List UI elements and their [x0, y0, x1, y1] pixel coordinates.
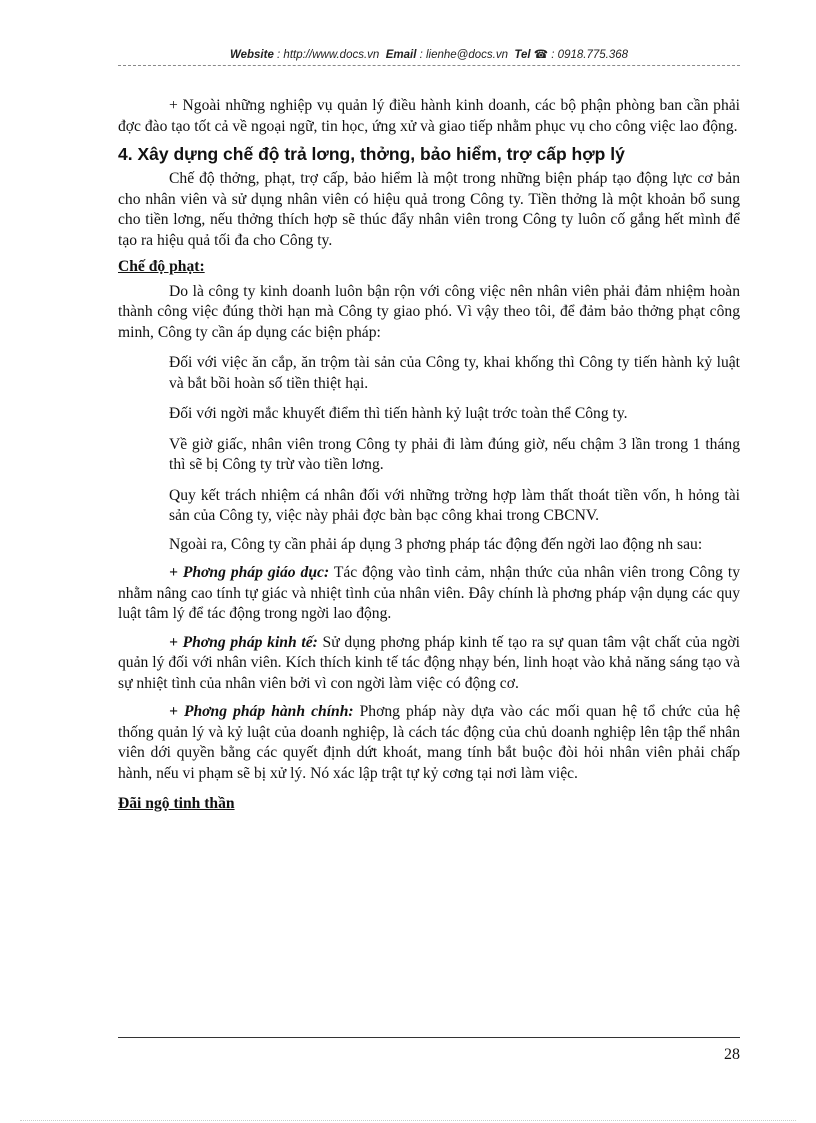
email-label: Email — [385, 49, 417, 61]
paragraph-training: + Ngoài những nghiệp vụ quản lý điều hành kinh doanh, các bộ phận phòng ban cần phải đợc đào tạo tốt cả về ngoại ngữ, tin học, ứng xử và giao tiếp nhằm phục vụ cho công việc lao động. — [118, 97, 740, 135]
website-value: : http://www.docs.vn — [277, 49, 380, 61]
page-bottom-border — [20, 1120, 796, 1121]
tel-value: : 0918.775.368 — [551, 49, 629, 61]
tel-label: Tel ☎ — [514, 49, 549, 61]
website-label: Website — [229, 49, 274, 61]
paragraph-penalty-intro: Do là công ty kinh doanh luôn bận rộn với công việc nên nhân viên phải đảm nhiệm hoàn thành công việc đúng thời hạn mà Công ty giao phó. Vì vậy theo tôi, để đảm bảo thởng phạt công minh, Công ty cần áp dụng các biện pháp: — [118, 282, 740, 341]
method-administrative-label: + Phơng pháp hành chính: — [169, 703, 354, 720]
method-education-label: + Phơng pháp giáo dục: — [169, 564, 330, 581]
measure-item: Quy kết trách nhiệm cá nhân đối với những trờng hợp làm thất thoát tiền vốn, h hỏng tài sản của Công ty, việc này phải đợc bàn bạc công khai trong CBCNV. — [169, 486, 740, 524]
method-administrative-text: Phơng pháp này dựa vào các mối quan hệ tổ chức của hệ thống quản lý và kỷ luật của doanh nghiệp, là cách tác động của chủ doanh nghiệp lên tập thể nhân viên dới quyền bằng các quyết định dứt khoát, mang tính bắt buộc đòi hỏi nhân viên phải chấp hành, nếu vi phạm sẽ bị xử lý. Nó xác lập trật tự kỷ cơng tại nơi làm việc. — [118, 703, 740, 782]
document-body — [118, 96, 740, 819]
method-education — [118, 563, 740, 625]
paragraph-methods-intro: Ngoài ra, Công ty cần phải áp dụng 3 phơng pháp tác động đến ngời lao động nh sau: — [169, 535, 703, 553]
method-economic — [118, 633, 740, 695]
subtitle-penalty: Chế độ phạt: — [118, 258, 205, 275]
method-education-text: Tác động vào tình cảm, nhận thức của nhân viên trong Công ty nhằm nâng cao tính tự giác và nhiệt tình của nhân viên. Đây chính là phơng pháp vận dụng các quy luật tâm lý để tác động trong ngời lao động. — [118, 564, 740, 622]
page-number: 28 — [724, 1046, 740, 1063]
method-economic-label: + Phơng pháp kinh tế: — [169, 633, 318, 651]
header-divider — [118, 65, 740, 66]
measure-item: Về giờ giấc, nhân viên trong Công ty phải đi làm đúng giờ, nếu chậm 3 lần trong 1 tháng thì sẽ bị Công ty trừ vào tiền lơng. — [169, 435, 740, 473]
email-value: : lienhe@docs.vn — [419, 49, 508, 61]
section-title: 4. Xây dựng chế độ trả lơng, thởng, bảo hiểm, trợ cấp hợp lý — [118, 144, 625, 164]
method-administrative — [118, 702, 740, 784]
subtitle-spiritual: Đãi ngộ tinh thần — [118, 795, 235, 812]
page-header — [118, 47, 740, 61]
footer-divider — [118, 1037, 740, 1038]
measure-item: Đối với ngời mắc khuyết điểm thì tiến hành kỷ luật trớc toàn thể Công ty. — [169, 405, 628, 422]
paragraph-reward-policy: Chế độ thởng, phạt, trợ cấp, bảo hiểm là một trong những biện pháp tạo động lực cơ bản cho nhân viên và sử dụng nhân viên có hiệu quả trong Công ty. Tiền thởng là một khoản bổ sung cho tiền lơng, nếu thởng thích hợp sẽ thúc đẩy nhân viên trong Công ty luôn cố gắng hết mình để tạo ra hiệu quả tối đa cho Công ty. — [118, 170, 740, 249]
measure-item: Đối với việc ăn cắp, ăn trộm tài sản của Công ty, khai khống thì Công ty tiến hành kỷ luật và bắt bồi hoàn số tiền thiệt hại. — [169, 354, 740, 392]
method-economic-text: Sử dụng phơng pháp kinh tế tạo ra sự quan tâm vật chất của ngời quản lý đối với nhân viên. Kích thích kinh tế tác động nhạy bén, linh hoạt vào khả năng sáng tạo và sự nhiệt tình của nhân viên bởi vì con ngời làm việc có động cơ. — [118, 633, 740, 692]
